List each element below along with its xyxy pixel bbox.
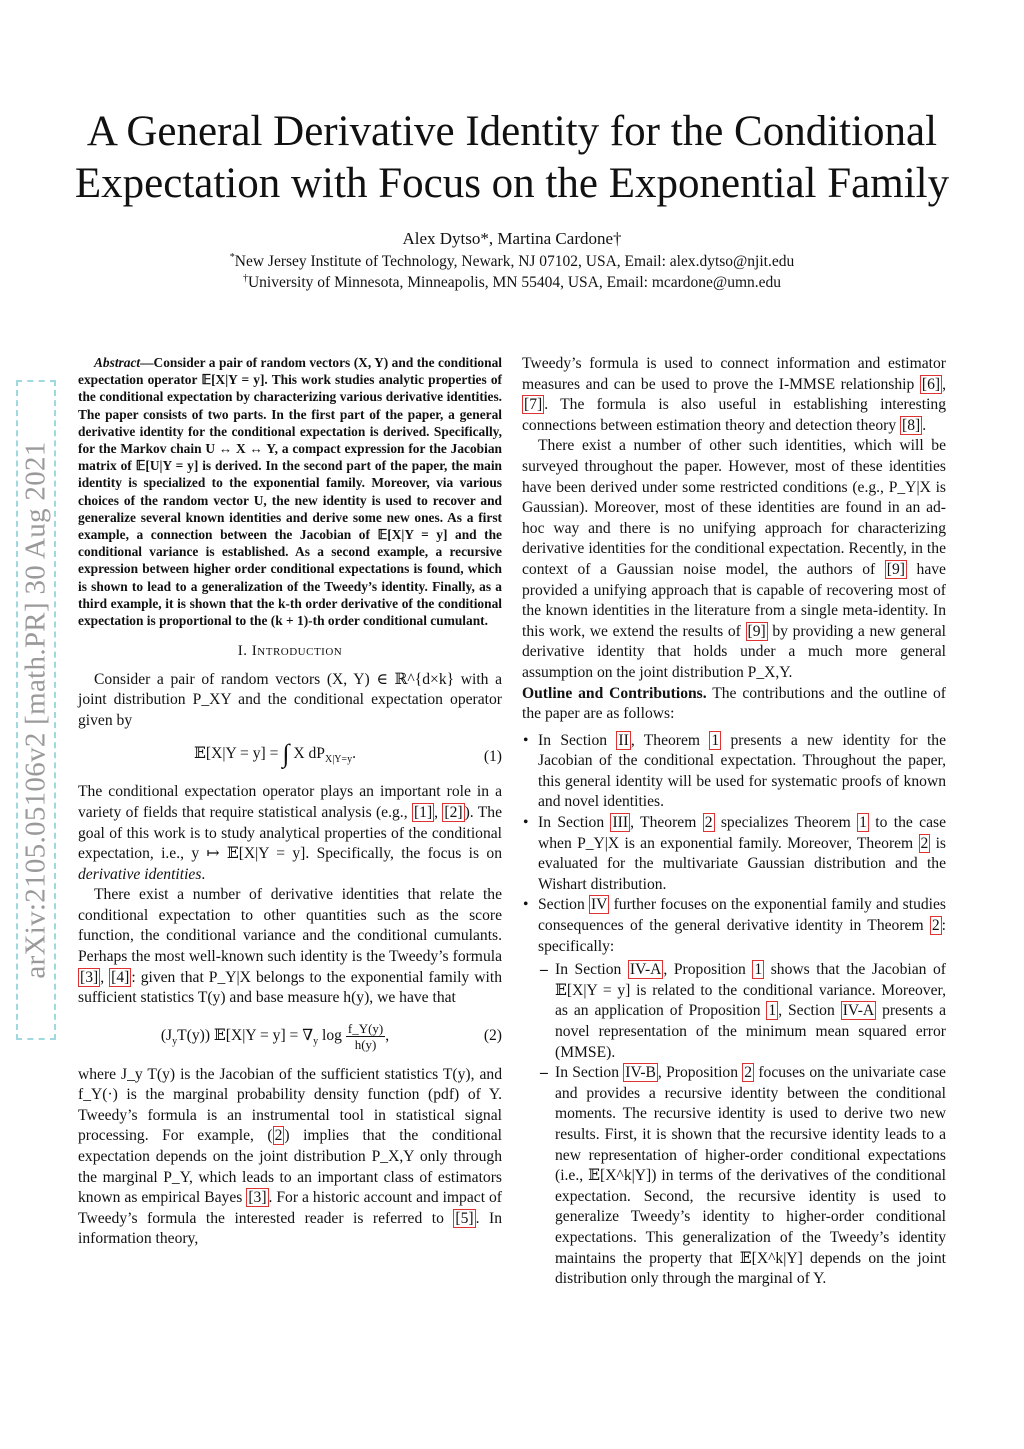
- section-link[interactable]: IV-A: [842, 1002, 875, 1020]
- citation-number: 3: [85, 968, 93, 986]
- equation-2: [78, 1021, 502, 1053]
- eq2-lhs2: T(y)) 𝔼[X|Y = y] = ∇: [177, 1026, 314, 1044]
- list-item: [538, 731, 946, 813]
- dash2-a: In Section: [555, 1064, 624, 1082]
- proposition-link[interactable]: 1: [768, 1002, 777, 1020]
- intro-p4-d: . In information theory,: [78, 1209, 503, 1248]
- equation-2-number: (2): [483, 1027, 502, 1045]
- eq2-fraction: [346, 1021, 385, 1052]
- intro-paragraph-2: The conditional expectation operator plays an important role in a variety of fields that require statistical analysis (e.g., [1] , [2] ). The goal of this work is to study analytical properties of the conditional expectation, i.e., y ↦ 𝔼[X|Y = y]. Specifically, the focus is on derivative identities.: [78, 783, 503, 883]
- equation-1-number: (1): [483, 747, 502, 765]
- authors: Alex Dytso*, Martina Cardone†: [402, 229, 622, 248]
- citation-number: 5: [460, 1209, 469, 1227]
- dash1-a: In Section: [555, 961, 628, 979]
- list-item: [555, 1063, 946, 1290]
- eq1-end: .: [352, 744, 356, 762]
- section-heading-introduction: [78, 641, 502, 662]
- citation-link[interactable]: [5]: [455, 1209, 474, 1227]
- eq1-lhs: 𝔼[X|Y = y] =: [194, 744, 283, 762]
- arxiv-stamp-text: arXiv:2105.05106v2 [math.PR] 30 Aug 2021: [19, 441, 52, 979]
- bullet1-c: presents a new identity for the Jacobian of the conditional expectation. Throughout the paper, this general identity will be used for systematic proofs of known and novel identities.: [538, 731, 947, 811]
- dash1-b: , Proposition: [663, 961, 753, 979]
- eq2-numerator: f_Y(y): [347, 1020, 384, 1036]
- intro-p4-b: implies that the conditional expectation depends on the joint distribution P_X,Y only through the marginal P_Y, which leads to an important class of estimators known as empirical Bayes: [78, 1127, 502, 1207]
- theorem-link[interactable]: 1: [859, 814, 867, 832]
- citation-link[interactable]: [9]: [747, 622, 766, 640]
- right-p1-b: . The formula is also useful in establishing interesting connections between estimation theory and detection theory: [522, 396, 946, 434]
- bullet2-e: is evaluated for the multivariate Gaussian distribution and the Wishart distribution.: [538, 834, 946, 893]
- bullet3-b: further focuses on the exponential family and studies consequences of the general derivative identity in Theorem: [538, 896, 946, 935]
- bullet3-c: : specifically:: [538, 917, 946, 955]
- right-column: [522, 354, 946, 1290]
- right-p1-a: Tweedy’s formula is used to connect information and estimator measures and can be used to prove the I-MMSE relationship: [522, 355, 946, 393]
- citation-number: 3: [253, 1189, 262, 1207]
- section-link[interactable]: IV-A: [629, 961, 662, 979]
- outline-paragraph: [522, 684, 946, 725]
- list-item: [538, 895, 946, 1289]
- section-title: Introduction: [251, 643, 343, 660]
- equation-link[interactable]: 2: [274, 1127, 283, 1145]
- title-line-1: A General Derivative Identity for the Conditional: [86, 108, 938, 155]
- eq2-denominator: h(y): [354, 1036, 377, 1052]
- arxiv-stamp: [16, 380, 56, 1040]
- eq2-lhs-sub: y: [172, 1036, 178, 1048]
- equation-1: [78, 738, 502, 771]
- intro-p3-b: : given that P_Y|X belongs to the exponential family with sufficient statistics T(y) and base measure h(y), we have that: [78, 968, 502, 1007]
- bullet2-d: to the case when P_Y|X is an exponential family. Moreover, Theorem: [538, 814, 946, 852]
- abstract-label: Abstract: [94, 355, 141, 370]
- abstract: [78, 354, 502, 629]
- citation-number: 1: [419, 803, 427, 821]
- citation-link[interactable]: [7]: [524, 396, 543, 414]
- outline-label: Outline and Contributions.: [522, 684, 707, 702]
- dash2-c: focuses on the univariate case and provides a recursive identity between the conditional moments. The recursive identity is used to derive two new results. First, it is shown that the recursive identity leads to a new representation of higher-order conditional expectations (i.e., 𝔼[X^k|Y]) in terms of the derivatives of the conditional expectation. Second, the recursive identity is used to generalize Tweedy’s identity to higher-order conditional expectations. This generalization of the Tweedy’s identity maintains the property that 𝔼[X^k|Y] depends on the joint distribution only through the marginal of Y.: [555, 1064, 946, 1288]
- intro-p3-a: There exist a number of derivative identities that relate the conditional expectation to other quantities such as the score function, the conditional variance and the conditional cumulants. Perhaps the most well-known such identity is the Tweedy’s formula: [78, 886, 502, 966]
- citation-number: 9: [891, 560, 900, 578]
- bullet1-b: , Theorem: [630, 731, 710, 749]
- section-link[interactable]: IV: [590, 896, 608, 914]
- citation-link[interactable]: [3]: [248, 1189, 267, 1207]
- citation-number: 7: [529, 396, 537, 414]
- intro-p2-a: The conditional expectation operator plays an important role in a variety of fields that require statistical analysis (e.g.,: [78, 783, 502, 821]
- theorem-link[interactable]: 2: [704, 814, 713, 832]
- affiliation-1: *New Jersey Institute of Technology, Newark, NJ 07102, USA, Email: alex.dytso@njit.edu: [229, 252, 795, 271]
- right-p2-b: have provided a unifying approach that is capable of recovering most of the known identities in the literature from a single meta-identity. In this work, we extend the results of: [522, 560, 946, 640]
- dash1-c: shows that the Jacobian of 𝔼[X|Y = y] is related to the conditional variance. Moreover, as an application of Proposition: [555, 961, 947, 1020]
- list-item: [538, 813, 946, 895]
- eq1-rhs: X dP: [289, 744, 325, 762]
- intro-p2-b: ). The goal of this work is to study analytical properties of the conditional expectation, i.e., y ↦ 𝔼[X|Y = y]. Specifically, the focus is on: [78, 803, 503, 863]
- contributions-list: [522, 731, 946, 1290]
- bullet1-a: In Section: [538, 731, 617, 749]
- sub-contributions-list: [538, 960, 946, 1290]
- citation-number: 4: [116, 968, 125, 986]
- intro-p2-emphasis: derivative identities: [78, 865, 202, 883]
- list-item: [555, 960, 946, 1063]
- bullet2-c: specializes Theorem: [714, 814, 858, 832]
- section-link[interactable]: III: [612, 814, 629, 832]
- eq2-lhs: (J: [160, 1026, 173, 1044]
- outline-text: The contributions and the outline of the paper are as follows:: [522, 684, 946, 723]
- bullet2-b: , Theorem: [630, 814, 703, 832]
- proposition-link[interactable]: 1: [754, 961, 763, 979]
- abstract-text: —Consider a pair of random vectors (X, Y) and the conditional expectation operator 𝔼[X|Y = y]. This work studies analytic properties of the conditional expectation by characterizing various derivative identities. The paper consists of two parts. In the first part of the paper, a general derivative identity for the conditional expectation is derived. Specifically, for the Markov chain U ↔ X ↔ Y, a compact expression for the Jacobian matrix of 𝔼[U|Y = y] is derived. In the second part of the paper, the main identity is specialized to the exponential family. Moreover, via various choices of the random vector U, the new identity is used to recover and generalize several known identities and derive some new ones. As a first example, a connection between the Jacobian of 𝔼[X|Y = y] and the conditional variance is established. As a second example, a recursive expression between higher order conditional expectations is found, which is shown to lead to a generalization of the Tweedy’s identity. Finally, as a third example, it is shown that the k-th order derivative of the conditional expectation is proportional to the (k + 1)-th order conditional cumulant.: [78, 355, 502, 629]
- paper-title: [60, 106, 964, 210]
- intro-paragraph-3: There exist a number of derivative identities that relate the conditional expectation to other quantities such as the score function, the conditional variance and the conditional cumulants. Perhaps the most well-known such identity is the Tweedy’s formula [3] , [4] : given that P_Y|X belongs to the exponential family with sufficient statistics T(y) and base measure h(y), we have that: [78, 886, 502, 1007]
- right-p2-c: by providing a new general derivative identity that holds under a much more general assumption on the joint distribution P_X,Y.: [522, 622, 946, 681]
- right-paragraph-1: Tweedy’s formula is used to connect information and estimator measures and can be used to prove the I-MMSE relationship [6] , [7] . The formula is also useful in establishing interesting connections between estimation theory and detection theory [8] .: [522, 355, 946, 434]
- section-link[interactable]: II: [618, 731, 629, 749]
- dash2-b: , Proposition: [657, 1064, 743, 1082]
- dash1-d: , Section: [778, 1002, 841, 1020]
- citation-number: 8: [907, 416, 916, 434]
- eq1-subscript: X|Y=y: [324, 753, 353, 765]
- section-number: I.: [237, 643, 248, 660]
- right-p2-a: There exist a number of other such identities, which will be surveyed throughout the paper. However, most of these identities have been derived under some restricted conditions (e.g., P_Y|X is Gaussian). Moreover, most of these identities are found in an ad-hoc way and there is no unifying approach for characterizing derivative identities for the conditional expectation. Recently, in the context of a Gaussian noise model, the authors of: [522, 437, 946, 578]
- intro-paragraph-4: where J_y T(y) is the Jacobian of the sufficient statistics T(y), and f_Y(·) is the marginal probability density function (pdf) of Y. Tweedy’s formula is an instrumental tool in statistical signal processing. For example, ( 2 ) implies that the conditional expectation depends on the joint distribution P_X,Y only through the marginal P_Y, which leads to an important class of estimators known as empirical Bayes [3] . For a historic account and impact of Tweedy’s formula the interested reader is referred to [5] . In information theory,: [78, 1065, 503, 1248]
- intro-paragraph-1: Consider a pair of random vectors (X, Y) ∈ ℝ^{d×k} with a joint distribution P_XY and the conditional expectation operator given by: [78, 670, 502, 730]
- citation-link[interactable]: [3]: [80, 968, 99, 986]
- right-paragraph-2: [522, 436, 946, 683]
- affiliation-2-text: University of Minnesota, Minneapolis, MN 55404, USA, Email: mcardone@umn.edu: [247, 274, 782, 292]
- eq2-end: ,: [385, 1026, 390, 1044]
- intro-p4-c: . For a historic account and impact of Tweedy’s formula the interested reader is referred to: [78, 1189, 502, 1227]
- citation-number: 6: [927, 375, 935, 393]
- bullet3-a: Section: [538, 896, 589, 914]
- title-line-2: Expectation with Focus on the Exponential Family: [74, 160, 950, 207]
- citation-link[interactable]: [4]: [111, 968, 130, 986]
- citation-link[interactable]: [9]: [886, 560, 905, 578]
- citation-link[interactable]: [1]: [413, 803, 433, 821]
- citation-number: 9: [752, 622, 761, 640]
- citation-number: 2: [449, 803, 458, 821]
- intro-p4-a: where J_y T(y) is the Jacobian of the sufficient statistics T(y), and f_Y(·) is the marginal probability density function (pdf) of Y. Tweedy’s formula is an instrumental tool in statistical signal processing. For example,: [78, 1065, 502, 1145]
- theorem-link[interactable]: 1: [711, 731, 720, 749]
- dash1-e: presents a novel representation of the minimum mean squared error (MMSE).: [555, 1002, 946, 1061]
- equation-1-body: [78, 738, 472, 771]
- bullet2-a: In Section: [538, 814, 611, 832]
- proposition-link[interactable]: 2: [744, 1064, 753, 1082]
- section-link[interactable]: IV-B: [625, 1064, 656, 1082]
- citation-link[interactable]: [8]: [902, 416, 921, 434]
- integral-symbol: ∫: [282, 738, 290, 768]
- left-column: [78, 354, 502, 1250]
- affiliation-2: †University of Minnesota, Minneapolis, MN 55404, USA, Email: mcardone@umn.edu: [242, 273, 782, 292]
- eq2-nabla-sub: y: [313, 1036, 319, 1048]
- equation-2-body: [78, 1021, 472, 1053]
- eq2-log: log: [318, 1026, 346, 1044]
- citation-link[interactable]: [2]: [444, 803, 463, 821]
- theorem-link[interactable]: 2: [920, 834, 929, 852]
- citation-link[interactable]: [6]: [921, 375, 941, 393]
- affiliation-1-text: New Jersey Institute of Technology, Newark, NJ 07102, USA, Email: alex.dytso@njit.edu: [234, 253, 795, 271]
- theorem-link[interactable]: 2: [931, 917, 940, 935]
